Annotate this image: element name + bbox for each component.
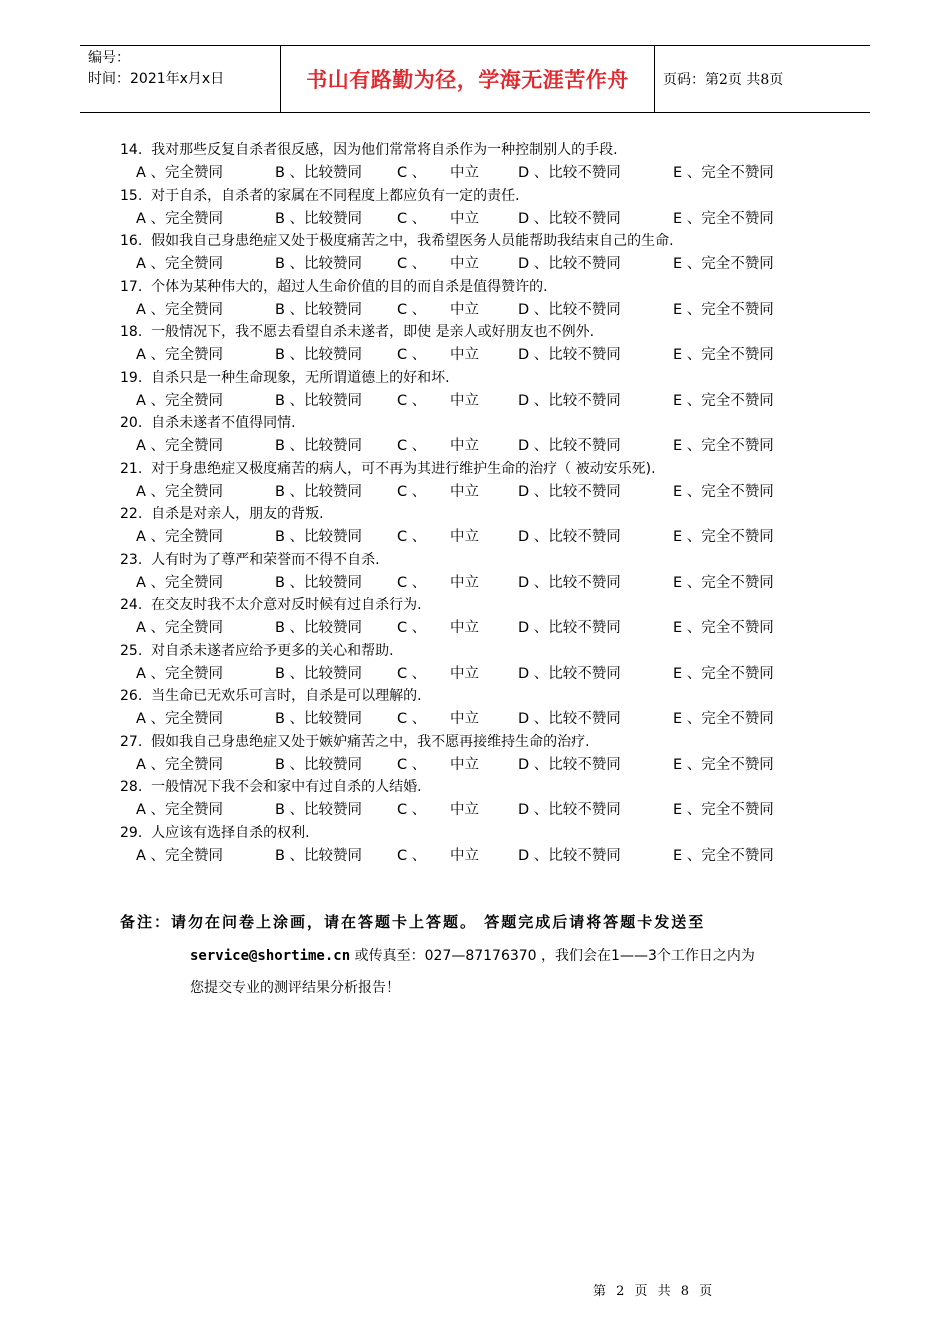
header-page-code: 页码：第2页 共8页: [663, 72, 784, 88]
header-motto: 书山有路勤为径，学海无涯苦作舟: [306, 67, 629, 92]
option-e[interactable]: E 、完全不赞同: [673, 711, 774, 727]
question-item: [120, 412, 840, 458]
option-e[interactable]: E 、完全不赞同: [673, 347, 774, 363]
option-d[interactable]: D 、比较不赞同: [518, 847, 621, 864]
option-a[interactable]: A 、完全赞同: [136, 620, 224, 636]
answer-options: [120, 526, 840, 549]
option-d[interactable]: D 、比较不赞同: [518, 574, 621, 591]
question-text: [120, 549, 840, 572]
answer-options: [120, 799, 840, 822]
note-line-2: [190, 944, 840, 968]
option-e[interactable]: E 、完全不赞同: [673, 529, 774, 545]
option-b[interactable]: B 、比较赞同: [275, 392, 363, 409]
question-number: 27.: [120, 733, 143, 750]
question-statement: 个体为某种伟大的，超过人生命价值的目的而自杀是值得赞许的.: [151, 278, 548, 295]
question-statement: 假如我自己身患绝症又处于嫉妒痛苦之中，我不愿再接维持生命的治疗.: [151, 733, 590, 750]
option-c[interactable]: C 、: [397, 529, 427, 545]
option-c[interactable]: C 、: [397, 802, 427, 818]
option-e[interactable]: E 、完全不赞同: [673, 847, 774, 864]
option-e[interactable]: E 、完全不赞同: [673, 165, 774, 181]
option-e[interactable]: E 、完全不赞同: [673, 438, 774, 454]
question-item: [120, 458, 840, 504]
question-statement: 人应该有选择自杀的权利.: [151, 824, 310, 841]
option-b[interactable]: B 、比较赞同: [275, 256, 363, 272]
note-section: [120, 910, 840, 1000]
option-a[interactable]: A 、完全赞同: [136, 165, 224, 181]
option-a[interactable]: A 、完全赞同: [136, 392, 224, 409]
option-d[interactable]: D 、比较不赞同: [518, 711, 621, 727]
question-statement: 一般情况下我不会和家中有过自杀的人结婚.: [151, 779, 422, 795]
option-c[interactable]: C 、: [397, 301, 427, 318]
option-c-label[interactable]: 中立: [450, 392, 479, 409]
question-number: 22.: [120, 506, 143, 522]
question-item: [120, 549, 840, 595]
question-number: 25.: [120, 642, 143, 659]
question-item: [120, 776, 840, 822]
option-b[interactable]: B 、比较赞同: [275, 620, 363, 636]
option-d[interactable]: D 、比较不赞同: [518, 210, 621, 227]
option-b[interactable]: B 、比较赞同: [275, 347, 363, 363]
option-c[interactable]: C 、: [397, 574, 427, 591]
answer-options: [120, 208, 840, 231]
option-c-label[interactable]: 中立: [450, 301, 479, 318]
question-number: 21.: [120, 460, 143, 477]
answer-options: [120, 663, 840, 686]
option-c-label[interactable]: 中立: [450, 165, 479, 181]
question-item: [120, 503, 840, 549]
question-number: 24.: [120, 597, 143, 613]
document-number-label: 编号：: [88, 50, 130, 66]
answer-options: [120, 572, 840, 595]
question-text: [120, 685, 840, 708]
option-b[interactable]: B 、比较赞同: [275, 847, 363, 864]
option-e[interactable]: E 、完全不赞同: [673, 301, 774, 318]
option-a[interactable]: A 、完全赞同: [136, 756, 224, 773]
option-e[interactable]: E 、完全不赞同: [673, 756, 774, 773]
question-number: 15.: [120, 187, 143, 204]
option-a[interactable]: A 、完全赞同: [136, 665, 224, 682]
option-c[interactable]: C 、: [397, 756, 427, 773]
contact-email: service@shortime.cn: [190, 948, 351, 964]
question-text: [120, 139, 840, 162]
answer-options: [120, 390, 840, 413]
question-item: [120, 822, 840, 868]
option-d[interactable]: D 、比较不赞同: [518, 165, 621, 181]
page-header: [80, 45, 870, 113]
option-d[interactable]: D 、比较不赞同: [518, 392, 621, 409]
option-b[interactable]: B 、比较赞同: [275, 210, 363, 227]
option-b[interactable]: B 、比较赞同: [275, 711, 363, 727]
question-statement: 假如我自己身患绝症又处于极度痛苦之中，我希望医务人员能帮助我结束自己的生命.: [151, 233, 674, 249]
question-text: [120, 230, 840, 253]
note-line-3: 您提交专业的测评结果分析报告！: [190, 980, 400, 996]
option-c-label[interactable]: 中立: [450, 620, 479, 636]
option-d[interactable]: D 、比较不赞同: [518, 756, 621, 773]
option-e[interactable]: E 、完全不赞同: [673, 483, 774, 500]
question-number: 26.: [120, 688, 143, 704]
option-c[interactable]: C 、: [397, 210, 427, 227]
question-statement: 人有时为了尊严和荣誉而不得不自杀.: [151, 551, 380, 568]
answer-options: [120, 845, 840, 868]
answer-options: [120, 435, 840, 458]
option-e[interactable]: E 、完全不赞同: [673, 574, 774, 591]
header-info: [80, 46, 281, 112]
header-motto-cell: [281, 46, 655, 112]
option-d[interactable]: D 、比较不赞同: [518, 529, 621, 545]
answer-options: [120, 253, 840, 276]
question-statement: 对于自杀，自杀者的家属在不同程度上都应负有一定的责任.: [151, 187, 520, 204]
option-a[interactable]: A 、完全赞同: [136, 483, 224, 500]
answer-options: [120, 708, 840, 731]
option-a[interactable]: A 、完全赞同: [136, 574, 224, 591]
question-item: [120, 185, 840, 231]
option-a[interactable]: A 、完全赞同: [136, 847, 224, 864]
option-e[interactable]: E 、完全不赞同: [673, 210, 774, 227]
option-c-label[interactable]: 中立: [450, 529, 479, 545]
note-line-1: 备注：请勿在问卷上涂画，请在答题卡上答题。 答题完成后请将答题卡发送至: [120, 913, 706, 931]
option-b[interactable]: B 、比较赞同: [275, 483, 363, 500]
option-c[interactable]: C 、: [397, 711, 427, 727]
option-c-label[interactable]: 中立: [450, 756, 479, 773]
option-c-label[interactable]: 中立: [450, 665, 479, 682]
question-statement: 一般情况下，我不愿去看望自杀未遂者，即使 是亲人或好朋友也不例外.: [151, 324, 595, 340]
question-statement: 对于身患绝症又极度痛苦的病人，可不再为其进行维护生命的治疗（ 被动安乐死).: [151, 460, 656, 477]
option-b[interactable]: B 、比较赞同: [275, 756, 363, 773]
question-number: 17.: [120, 278, 143, 295]
answer-options: [120, 162, 840, 185]
question-statement: 我对那些反复自杀者很反感，因为他们常常将自杀作为一种控制别人的手段.: [151, 142, 618, 158]
option-d[interactable]: D 、比较不赞同: [518, 665, 621, 682]
question-number: 20.: [120, 415, 143, 431]
question-statement: 在交友时我不太介意对反时候有过自杀行为.: [151, 597, 422, 613]
option-a[interactable]: A 、完全赞同: [136, 438, 224, 454]
option-c[interactable]: C 、: [397, 847, 427, 864]
question-text: [120, 503, 840, 526]
option-b[interactable]: B 、比较赞同: [275, 301, 363, 318]
question-item: [120, 230, 840, 276]
option-d[interactable]: D 、比较不赞同: [518, 301, 621, 318]
question-statement: 当生命已无欢乐可言时，自杀是可以理解的.: [151, 688, 422, 704]
option-a[interactable]: A 、完全赞同: [136, 256, 224, 272]
option-c-label[interactable]: 中立: [450, 802, 479, 818]
question-text: [120, 594, 840, 617]
option-c-label[interactable]: 中立: [450, 483, 479, 500]
option-c[interactable]: C 、: [397, 392, 427, 409]
question-text: [120, 458, 840, 481]
option-c[interactable]: C 、: [397, 620, 427, 636]
answer-options: [120, 344, 840, 367]
option-b[interactable]: B 、比较赞同: [275, 574, 363, 591]
option-b[interactable]: B 、比较赞同: [275, 438, 363, 454]
answer-options: [120, 754, 840, 777]
document-time-label: 时间：2021年x月x日: [88, 71, 225, 87]
option-a[interactable]: A 、完全赞同: [136, 347, 224, 363]
option-e[interactable]: E 、完全不赞同: [673, 620, 774, 636]
question-statement: 自杀只是一种生命现象，无所谓道德上的好和坏.: [151, 369, 450, 386]
option-d[interactable]: D 、比较不赞同: [518, 438, 621, 454]
option-c-label[interactable]: 中立: [450, 210, 479, 227]
option-b[interactable]: B 、比较赞同: [275, 802, 363, 818]
option-e[interactable]: E 、完全不赞同: [673, 802, 774, 818]
question-text: [120, 185, 840, 208]
question-text: [120, 822, 840, 845]
question-text: [120, 776, 840, 799]
question-text: [120, 367, 840, 390]
option-c-label[interactable]: 中立: [450, 256, 479, 272]
question-number: 28.: [120, 779, 143, 795]
option-b[interactable]: B 、比较赞同: [275, 665, 363, 682]
question-text: [120, 640, 840, 663]
option-a[interactable]: A 、完全赞同: [136, 210, 224, 227]
option-a[interactable]: A 、完全赞同: [136, 529, 224, 545]
question-number: 18.: [120, 324, 143, 340]
option-c-label[interactable]: 中立: [450, 574, 479, 591]
option-c-label[interactable]: 中立: [450, 438, 479, 454]
note-line-2-rest: 或传真至：027—87176370 ，我们会在1——3个工作日之内为: [350, 948, 755, 964]
option-e[interactable]: E 、完全不赞同: [673, 665, 774, 682]
question-item: [120, 685, 840, 731]
question-text: [120, 276, 840, 299]
question-number: 16.: [120, 233, 143, 249]
option-c[interactable]: C 、: [397, 165, 427, 181]
option-b[interactable]: B 、比较赞同: [275, 529, 363, 545]
question-text: [120, 321, 840, 344]
header-page-code-cell: [655, 46, 870, 112]
option-c-label[interactable]: 中立: [450, 847, 479, 864]
option-b[interactable]: B 、比较赞同: [275, 165, 363, 181]
option-e[interactable]: E 、完全不赞同: [673, 392, 774, 409]
page-footer: 第 2 页 共 8 页: [593, 1284, 716, 1299]
option-c[interactable]: C 、: [397, 438, 427, 454]
option-c[interactable]: C 、: [397, 256, 427, 272]
question-item: [120, 321, 840, 367]
option-c-label[interactable]: 中立: [450, 711, 479, 727]
option-c[interactable]: C 、: [397, 347, 427, 363]
option-a[interactable]: A 、完全赞同: [136, 711, 224, 727]
option-d[interactable]: D 、比较不赞同: [518, 620, 621, 636]
answer-options: [120, 481, 840, 504]
question-number: 19.: [120, 369, 143, 386]
question-item: [120, 731, 840, 777]
option-d[interactable]: D 、比较不赞同: [518, 256, 621, 272]
question-text: [120, 412, 840, 435]
question-statement: 自杀是对亲人，朋友的背叛.: [151, 506, 324, 522]
option-c[interactable]: C 、: [397, 483, 427, 500]
option-a[interactable]: A 、完全赞同: [136, 802, 224, 818]
question-list: [120, 139, 840, 867]
question-item: [120, 594, 840, 640]
option-a[interactable]: A 、完全赞同: [136, 301, 224, 318]
question-number: 23.: [120, 551, 143, 568]
option-d[interactable]: D 、比较不赞同: [518, 802, 621, 818]
option-c[interactable]: C 、: [397, 665, 427, 682]
question-item: [120, 139, 840, 185]
answer-options: [120, 299, 840, 322]
question-statement: 自杀未遂者不值得同情.: [151, 415, 296, 431]
question-item: [120, 367, 840, 413]
option-d[interactable]: D 、比较不赞同: [518, 347, 621, 363]
question-item: [120, 640, 840, 686]
answer-options: [120, 617, 840, 640]
question-number: 14.: [120, 142, 143, 158]
question-statement: 对自杀未遂者应给予更多的关心和帮助.: [151, 642, 394, 659]
question-item: [120, 276, 840, 322]
option-c-label[interactable]: 中立: [450, 347, 479, 363]
question-number: 29.: [120, 824, 143, 841]
option-d[interactable]: D 、比较不赞同: [518, 483, 621, 500]
option-e[interactable]: E 、完全不赞同: [673, 256, 774, 272]
question-text: [120, 731, 840, 754]
